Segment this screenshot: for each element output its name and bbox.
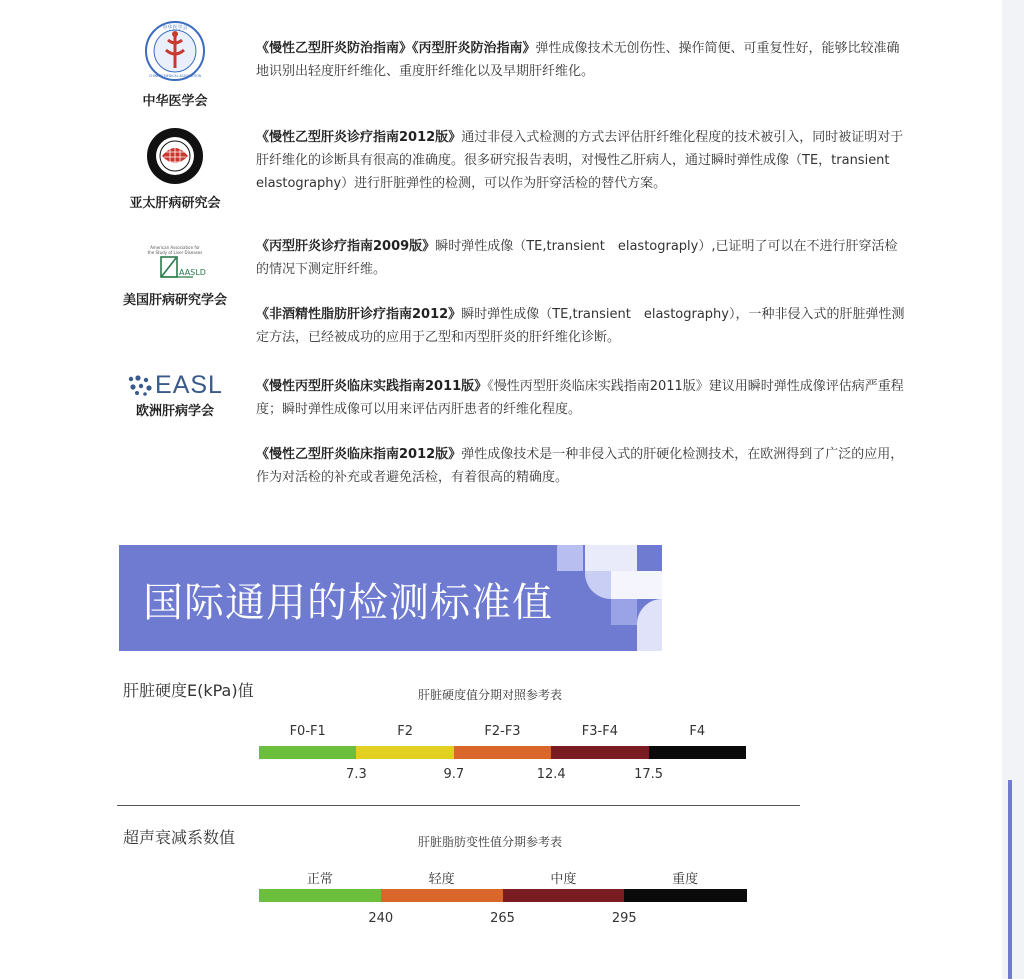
stiffness-stage-label: F0-F1 [289, 724, 326, 739]
org-aasld [100, 244, 250, 308]
attenuation-segment [259, 889, 381, 902]
attenuation-threshold-label: 240 [368, 911, 394, 926]
aasld-logo-abbr: AASLD [179, 268, 206, 277]
stiffness-stage-label: F4 [689, 724, 706, 739]
attenuation-segment [503, 889, 625, 902]
guideline-text: 弹性成像技术无创伤性、操作简便、可重复性好，能够比较准确地识别出轻度肝纤维化、重度肝纤维化以及早期肝纤维化。 [256, 41, 900, 79]
guideline-paragraph [256, 126, 908, 195]
stiffness-threshold-label: 9.7 [443, 767, 465, 782]
attenuation-stage-label: 中度 [550, 872, 577, 887]
banner-deco [557, 545, 583, 571]
org-name: 亚太肝病研究会 [129, 196, 221, 211]
guideline-paragraph [256, 235, 908, 281]
banner-title: 国际通用的检测标准值 [143, 580, 553, 626]
stiffness-stage-label: F3-F4 [581, 724, 618, 739]
stiffness-segment [454, 746, 552, 759]
guideline-title: 《慢性丙型肝炎临床实践指南2011版》 [256, 379, 488, 394]
stiffness-table-title: 肝脏硬度值分期对照参考表 [418, 688, 563, 702]
stiffness-segment [356, 746, 454, 759]
cma-logo-subtext: CHINESE MEDICAL ASSOCIATION [149, 74, 201, 78]
org-cma [100, 20, 250, 109]
org-name: 中华医学会 [142, 94, 208, 109]
right-edge-strip [1002, 0, 1024, 979]
stiffness-segment [259, 746, 357, 759]
attenuation-stage-label: 重度 [672, 872, 699, 887]
guideline-paragraph [256, 375, 908, 421]
cma-logo-icon [144, 20, 206, 82]
stiffness-section-label: 肝脏硬度E(kPa)值 [123, 681, 254, 700]
guideline-paragraph [256, 443, 908, 489]
attenuation-stage-label: 轻度 [428, 872, 455, 887]
cma-logo-text: 中华医学会 [162, 25, 188, 31]
guideline-text: 弹性成像技术是一种非侵入式的肝硬化检测技术，在欧洲得到了广泛的应用，作为对活检的补充或者避免活检，有着很高的精确度。 [256, 447, 904, 485]
aasld-logo-icon [135, 244, 215, 282]
stiffness-segment [551, 746, 649, 759]
guideline-title: 《慢性乙型肝炎临床指南2012版》 [256, 447, 462, 462]
org-name: 欧洲肝病学会 [135, 404, 214, 419]
attenuation-stage-label: 正常 [306, 872, 333, 887]
guideline-text: 瞬时弹性成像（TE,transient elastography），一种非侵入式的肝脏弹性测定方法，已经被成功的应用于乙型和丙型肝炎的肝纤维化诊断。 [256, 307, 905, 345]
guideline-title: 《非酒精性脂肪肝诊疗指南2012》 [256, 307, 462, 322]
guideline-text: 瞬时弹性成像（TE,transient elastograply）,已证明了可以在不进行肝穿活检的情况下测定肝纤维。 [256, 239, 898, 277]
banner-deco [611, 571, 662, 599]
attenuation-table-title: 肝脏脂肪变性值分期参考表 [418, 835, 563, 849]
banner-deco [611, 599, 637, 625]
guideline-text: 通过非侵入式检测的方式去评估肝纤维化程度的技术被引入，同时被证明对于肝纤维化的诊断具有很高的准确度。很多研究报告表明，对慢性乙肝病人，通过瞬时弹性成像（TE，transient elastography）进行肝脏弹性的检测，可以作为肝穿活检的替代方案。 [256, 130, 904, 191]
easl-dots-icon [127, 374, 155, 396]
stiffness-stage-label: F2 [397, 724, 413, 739]
guideline-paragraph [256, 303, 908, 349]
section-divider [117, 805, 800, 806]
easl-logo-text: EASL [155, 370, 223, 399]
aasld-logo-text-line2: the Study of Liver Diseases [147, 250, 203, 255]
stiffness-threshold-label: 7.3 [346, 767, 367, 782]
attenuation-threshold-label: 295 [611, 911, 637, 926]
guideline-paragraph [256, 37, 908, 83]
section-banner [119, 545, 662, 651]
apasl-logo-icon [145, 126, 205, 186]
guideline-text: 《慢性丙型肝炎临床实践指南2011版》建议用瞬时弹性成像评估病严重程度；瞬时弹性成像可以用来评估丙肝患者的纤维化程度。 [256, 379, 904, 417]
guideline-title: 《丙型肝炎诊疗指南2009版》 [256, 239, 436, 254]
stiffness-threshold-label: 12.4 [536, 767, 566, 782]
attenuation-segment [381, 889, 503, 902]
right-edge-accent [1008, 780, 1012, 979]
stiffness-threshold-label: 17.5 [634, 767, 664, 782]
stiffness-stage-label: F2-F3 [484, 724, 521, 739]
attenuation-threshold-label: 265 [490, 911, 515, 926]
banner-deco [585, 571, 611, 599]
guideline-title: 《慢性乙型肝炎诊疗指南2012版》 [256, 130, 462, 145]
easl-logo [100, 370, 250, 400]
org-name: 美国肝病研究学会 [122, 293, 227, 308]
org-easl [100, 370, 250, 419]
banner-deco [585, 545, 637, 571]
banner-deco [637, 599, 662, 651]
stiffness-segment [649, 746, 747, 759]
attenuation-segment [624, 889, 746, 902]
attenuation-section-label: 超声衰减系数值 [123, 828, 236, 847]
aasld-logo-text-line1: American Association for [150, 245, 200, 250]
guideline-title: 《慢性乙型肝炎防治指南》《丙型肝炎防治指南》 [256, 41, 536, 56]
org-apasl [100, 126, 250, 211]
